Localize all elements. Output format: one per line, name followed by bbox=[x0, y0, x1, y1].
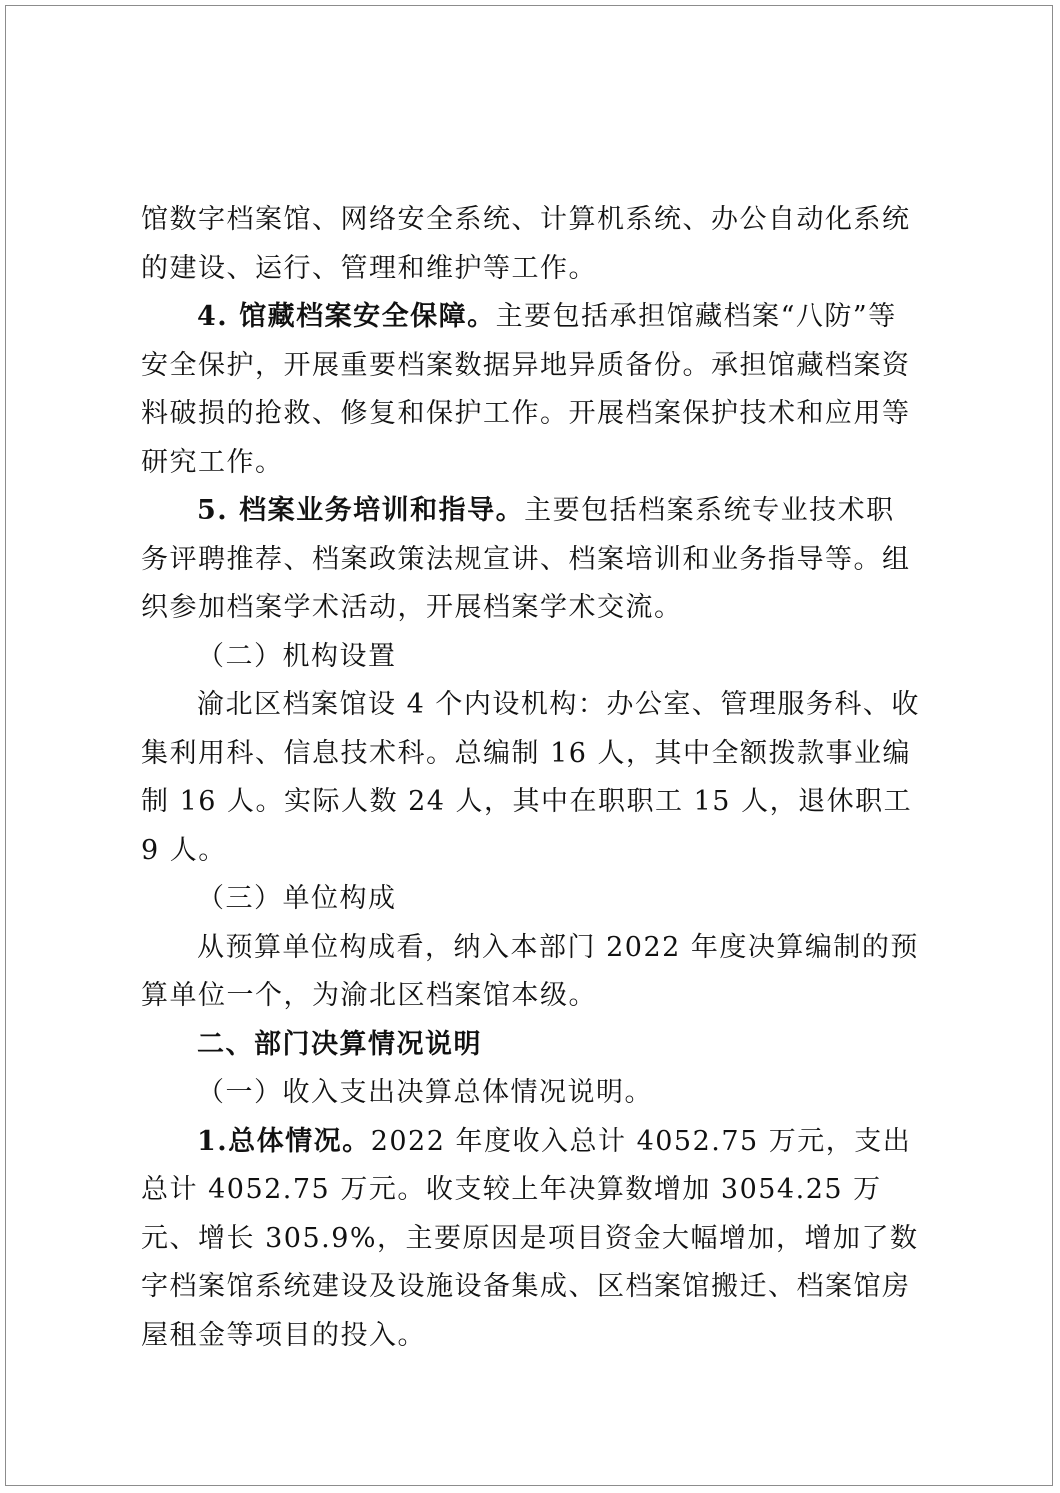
paragraph-overall-situation bbox=[141, 1118, 921, 1361]
document-body bbox=[141, 196, 921, 1360]
heading-income-expenditure: （一）收入支出决算总体情况说明。 bbox=[197, 1077, 653, 1108]
paragraph-archive-security bbox=[141, 293, 921, 487]
paragraph-unit-composition bbox=[141, 924, 921, 1021]
heading-institution-setup: （二）机构设置 bbox=[197, 640, 397, 672]
paragraph-text: 主要包括档案系统专业技术职务评聘推荐、档案政策法规宣讲、档案培训和业务指导等。组织参加档案学术活动，开展档案学术交流。 bbox=[141, 495, 911, 623]
paragraph-lead: 4. 馆藏档案安全保障。 bbox=[197, 301, 496, 332]
paragraph-training-guidance bbox=[141, 487, 921, 633]
section-heading-final-accounts: 二、部门决算情况说明 bbox=[197, 1028, 482, 1060]
paragraph-lead: 1.总体情况。 bbox=[197, 1125, 371, 1157]
paragraph-text: 主要包括承担馆藏档案“八防”等安全保护，开展重要档案数据异地异质备份。承担馆藏档案资料破损的抢救、修复和保护工作。开展档案保护技术和应用等研究工作。 bbox=[141, 301, 911, 478]
heading-unit-composition: （三）单位构成 bbox=[197, 883, 397, 914]
paragraph-text: 从预算单位构成看，纳入本部门 2022 年度决算编制的预算单位一个，为渝北区档案馆本级。 bbox=[141, 931, 919, 1011]
paragraph-text: 2022 年度收入总计 4052.75 万元，支出总计 4052.75 万元。收支较上年决算数增加 3054.25 万元、增长 305.9%，主要原因是项目资金大幅增加，增加了数字档案馆系统建设及设施设备集成、区档案馆搬迁、档案馆房屋租金等项目的投入。 bbox=[141, 1125, 919, 1351]
paragraph-text: 馆数字档案馆、网络安全系统、计算机系统、办公自动化系统的建设、运行、管理和维护等工作。 bbox=[141, 204, 911, 284]
paragraph-institution-setup bbox=[141, 681, 921, 875]
paragraph-text: 渝北区档案馆设 4 个内设机构：办公室、管理服务科、收集利用科、信息技术科。总编制 16 人，其中全额拨款事业编制 16 人。实际人数 24 人，其中在职职工 15 人，退休职工 9 人。 bbox=[141, 689, 920, 866]
paragraph-continuation bbox=[141, 196, 921, 293]
paragraph-lead: 5. 档案业务培训和指导。 bbox=[197, 495, 525, 526]
